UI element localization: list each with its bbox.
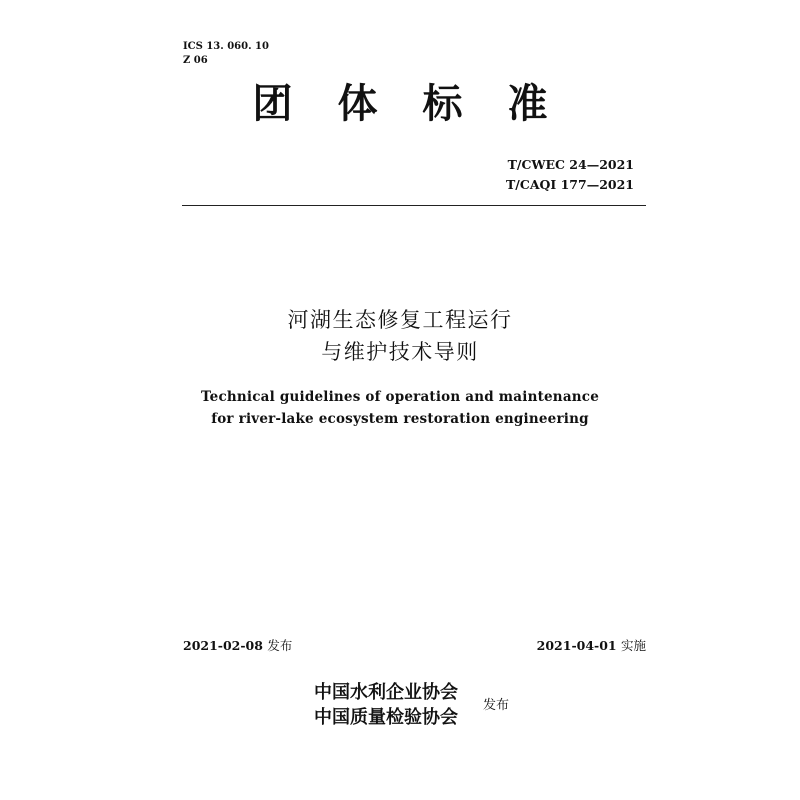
standard-codes (506, 155, 634, 195)
chinese-title-line-1: 河湖生态修复工程运行 (287, 308, 513, 332)
publishers (314, 680, 458, 730)
ics-code: ICS 13. 060. 10 (183, 41, 269, 52)
classification-codes (183, 40, 269, 68)
chinese-title-line-2: 与维护技术导则 (321, 340, 479, 364)
implement-date-value: 2021-04-01 (536, 638, 617, 653)
publish-label: 发布 (483, 698, 510, 713)
standard-type-heading: 团体标准 (252, 81, 593, 127)
implement-date (537, 636, 646, 654)
standard-code-caqi: T/CAQI 177—2021 (506, 177, 634, 192)
issue-date-label: 发布 (267, 638, 293, 653)
ccs-code: Z 06 (183, 55, 208, 66)
english-title-line-1: Technical guidelines of operation and maintenance (200, 389, 599, 405)
publisher-caqi: 中国质量检验协会 (314, 707, 458, 728)
english-title-line-2: for river-lake ecosystem restoration engineering (211, 411, 589, 427)
header-divider (182, 205, 646, 206)
publisher-cwea: 中国水利企业协会 (314, 682, 458, 703)
chinese-title (0, 304, 800, 368)
english-title (0, 386, 800, 430)
issue-date-value: 2021-02-08 (183, 638, 263, 653)
issue-date (183, 636, 292, 654)
implement-date-label: 实施 (620, 638, 646, 653)
standard-code-cwec: T/CWEC 24—2021 (507, 157, 634, 172)
